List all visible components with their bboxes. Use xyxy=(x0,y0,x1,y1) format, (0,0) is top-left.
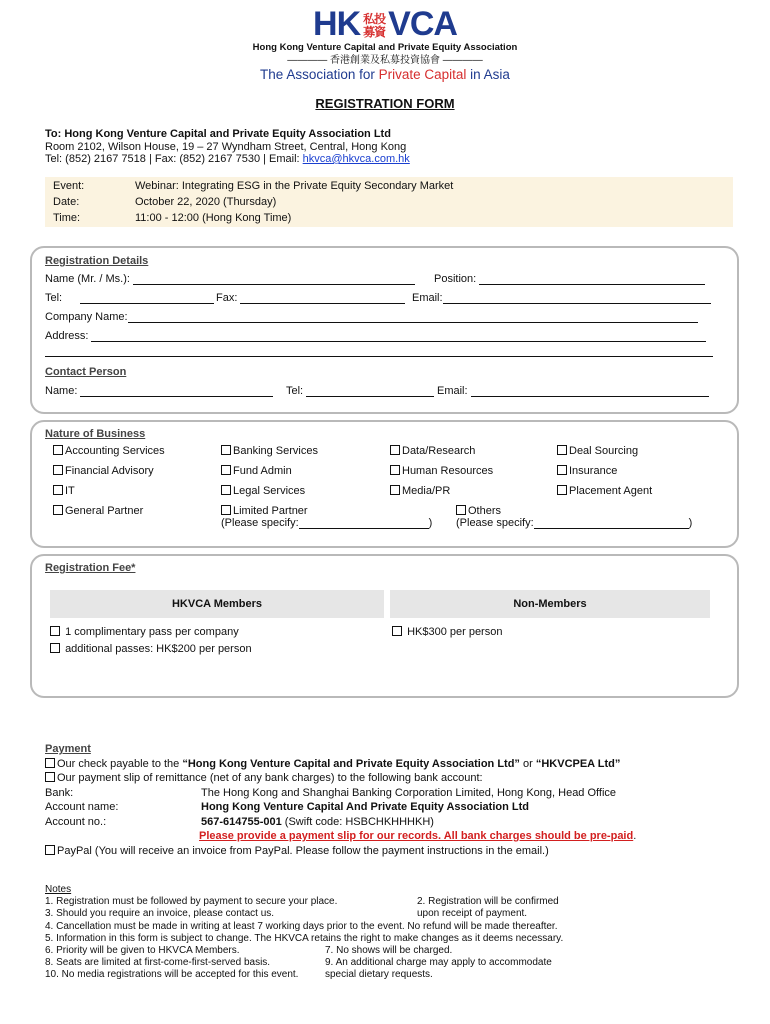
logo-tagline: The Association for Private Capital in Asia xyxy=(260,67,510,82)
checkbox-it[interactable]: IT xyxy=(53,485,75,497)
logo-wordmark: HK 私投 募資VCA xyxy=(313,5,457,43)
checkbox-data-research[interactable]: Data/Research xyxy=(390,445,475,457)
nonmember-fee[interactable]: HK$300 per person xyxy=(392,626,502,638)
event-name: Webinar: Integrating ESG in the Private Equity Secondary Market xyxy=(135,180,454,192)
member-fee-1[interactable]: 1 complimentary pass per company xyxy=(50,626,239,638)
payment-cheque-option[interactable]: Our check payable to the “Hong Kong Venture Capital and Private Equity Association Ltd” or “HKVCPEA Ltd” xyxy=(45,758,620,770)
checkbox-deal-sourcing[interactable]: Deal Sourcing xyxy=(557,445,638,457)
contact-person-title: Contact Person xyxy=(45,366,127,378)
position-field[interactable]: Position: xyxy=(434,273,705,285)
email-field[interactable]: Email: xyxy=(412,292,711,304)
hkvca-logo xyxy=(0,6,770,83)
account-name: Hong Kong Venture Capital And Private Equity Association Ltd xyxy=(201,801,529,813)
account-number: 567-614755-001 (Swift code: HSBCHKHHHKH) xyxy=(201,816,434,828)
note-row: 3. Should you require an invoice, please contact us. xyxy=(45,908,275,920)
nature-of-business-title: Nature of Business xyxy=(45,428,146,440)
checkbox-others[interactable]: Others xyxy=(456,505,501,517)
page-title: REGISTRATION FORM xyxy=(315,96,455,111)
bank-name: The Hong Kong and Shanghai Banking Corporation Limited, Hong Kong, Head Office xyxy=(201,787,617,799)
event-date: October 22, 2020 (Thursday) xyxy=(135,196,277,208)
recipient-contact: Tel: (852) 2167 7518 | Fax: (852) 2167 7530 | Email: hkvca@hkvca.com.hk xyxy=(45,153,410,165)
paypal-option[interactable]: PayPal (You will receive an invoice from PayPal. Please follow the payment instructions in the email.) xyxy=(45,845,549,857)
fax-field[interactable]: Fax: xyxy=(216,292,405,304)
checkbox-financial-advisory[interactable]: Financial Advisory xyxy=(53,465,154,477)
note-row: 6. Priority will be given to HKVCA Members. 7. No shows will be charged. xyxy=(45,945,453,957)
checkbox-legal-services[interactable]: Legal Services xyxy=(221,485,305,497)
recipient-block xyxy=(45,128,410,166)
limited-partner-specify[interactable]: (Please specify: ) xyxy=(221,517,433,529)
name-field[interactable]: Name (Mr. / Ms.): xyxy=(45,273,415,285)
contact-tel-field[interactable]: Tel: xyxy=(286,385,434,397)
others-specify[interactable]: (Please specify: ) xyxy=(456,517,693,529)
checkbox-banking[interactable]: Banking Services xyxy=(221,445,318,457)
address-line-2[interactable] xyxy=(45,356,713,357)
note-row: 5. Information in this form is subject to change. The HKVCA retains the right to make changes as it deems necessary. xyxy=(45,932,564,944)
payment-slip-option[interactable]: Our payment slip of remittance (net of any bank charges) to the following bank account: xyxy=(45,772,483,784)
members-header: HKVCA Members xyxy=(50,590,384,618)
member-fee-2[interactable]: additional passes: HK$200 per person xyxy=(50,643,252,655)
logo-chinese-name: ———— 香港創業及私募投資協會 ———— xyxy=(287,55,483,66)
tel-field[interactable]: Tel: xyxy=(45,292,214,304)
checkbox-fund-admin[interactable]: Fund Admin xyxy=(221,465,292,477)
registration-details-title: Registration Details xyxy=(45,255,149,267)
note-row: 8. Seats are limited at first-come-first-served basis. 9. An additional charge may apply to accommodate special dietary requests. xyxy=(45,957,552,981)
registration-fee-title: Registration Fee* xyxy=(45,562,136,574)
recipient-name: To: Hong Kong Venture Capital and Private Equity Association Ltd xyxy=(45,128,391,140)
notes-title: Notes xyxy=(45,884,72,895)
event-info: Event: Webinar: Integrating ESG in the Private Equity Secondary Market Date: October 22, 2020 (Thursday) Time: 11:00 - 12:00 (Hong Kong Time) xyxy=(45,177,733,227)
checkbox-human-resources[interactable]: Human Resources xyxy=(390,465,493,477)
checkbox-insurance[interactable]: Insurance xyxy=(557,465,617,477)
logo-chinese-chars: 私投 募資 xyxy=(363,12,386,40)
checkbox-media-pr[interactable]: Media/PR xyxy=(390,485,450,497)
logo-full-name: Hong Kong Venture Capital and Private Equity Association xyxy=(252,42,518,53)
payment-warning: Please provide a payment slip for our records. All bank charges should be pre-paid. xyxy=(199,830,637,842)
address-field[interactable]: Address: xyxy=(45,330,706,342)
checkbox-accounting[interactable]: Accounting Services xyxy=(53,445,165,457)
payment-title: Payment xyxy=(45,743,91,755)
recipient-address: Room 2102, Wilson House, 19 – 27 Wyndham Street, Central, Hong Kong xyxy=(45,140,407,153)
note-row: 10. No media registrations will be accepted for this event. xyxy=(45,969,299,981)
contact-name-field[interactable]: Name: xyxy=(45,385,273,397)
event-time: 11:00 - 12:00 (Hong Kong Time) xyxy=(135,212,292,224)
notes-section xyxy=(45,884,563,982)
note-row: 1. Registration must be followed by payment to secure your place. 2. Registration will be confirmed upon receipt of payment. xyxy=(45,896,559,920)
company-name-field[interactable]: Company Name: xyxy=(45,311,698,323)
checkbox-limited-partner[interactable]: Limited Partner xyxy=(221,505,308,517)
checkbox-general-partner[interactable]: General Partner xyxy=(53,505,143,517)
checkbox-placement-agent[interactable]: Placement Agent xyxy=(557,485,652,497)
nonmembers-header: Non-Members xyxy=(390,590,710,618)
contact-email-field[interactable]: Email: xyxy=(437,385,709,397)
note-row: 4. Cancellation must be made in writing at least 7 working days prior to the event. No refund will be made thereafter. xyxy=(45,920,558,932)
email-link[interactable]: hkvca@hkvca.com.hk xyxy=(302,153,410,165)
